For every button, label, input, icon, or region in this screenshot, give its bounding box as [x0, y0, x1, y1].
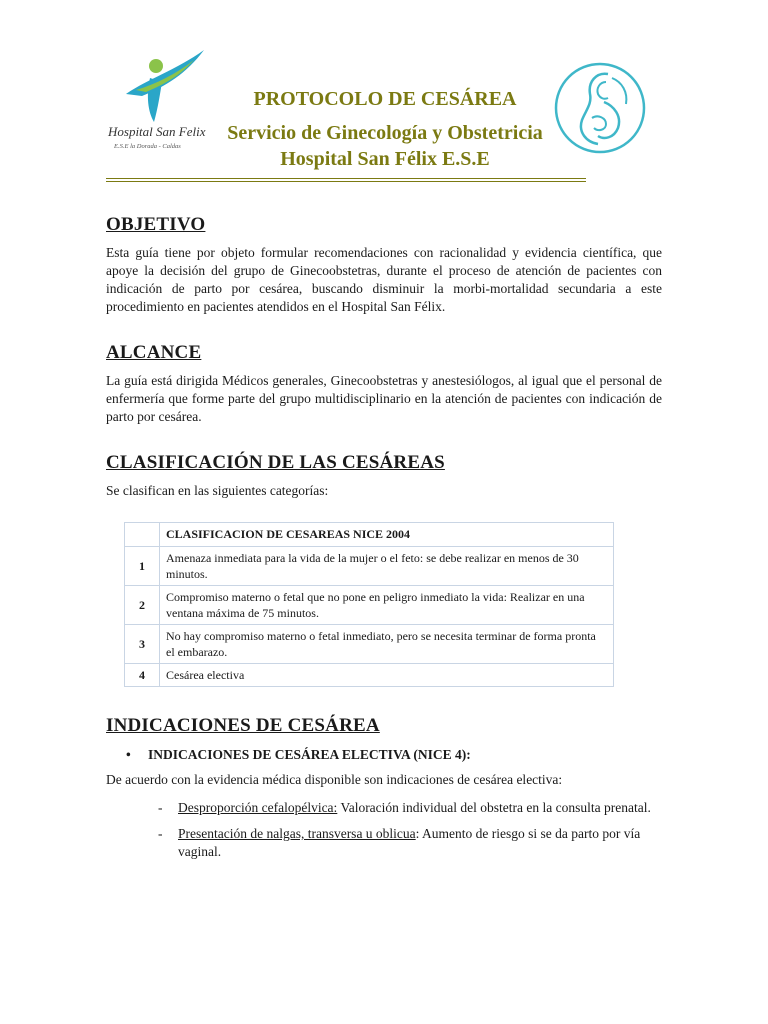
list-item [158, 825, 662, 861]
alcance-text: La guía está dirigida Médicos generales, Ginecoobstetras y anestesiólogos, al igual que el personal de enfermería que forme parte del grupo multidisciplinario en la atención de pacientes con indicación de parto por cesárea. [106, 373, 662, 424]
section-indicaciones [106, 715, 662, 861]
row-number: 4 [125, 664, 160, 687]
list-item-term: Desproporción cefalopélvica: [178, 800, 338, 815]
list-item [158, 799, 662, 817]
heading-objetivo: OBJETIVO [106, 214, 206, 235]
logo-subtext: E.S.E la Dorada - Caldas [114, 143, 181, 150]
document-subtitle-service: Servicio de Ginecología y Obstetricia [227, 122, 543, 144]
heading-clasificacion: CLASIFICACIÓN DE LAS CESÁREAS [106, 452, 445, 473]
clasificacion-intro: Se clasifican en las siguientes categorías: [106, 483, 329, 498]
indicaciones-intro: De acuerdo con la evidencia médica disponible son indicaciones de cesárea electiva: [106, 772, 563, 787]
objetivo-text: Esta guía tiene por objeto formular recomendaciones con racionalidad y evidencia científica, que apoye la decisión del grupo de Ginecoobstetras, durante el proceso de atención de pacientes con indicación de parto por cesárea, buscando disminuir la morbi-mortalidad secundaria a este procedimiento en pacientes atendidos en el Hospital San Félix. [106, 245, 662, 314]
logo-text: Hospital San Felix [108, 124, 206, 139]
section-clasificacion [106, 452, 662, 687]
row-description: No hay compromiso materno o fetal inmediato, pero se necesita terminar de forma pronta el embarazo. [160, 625, 614, 664]
indicaciones-list [106, 799, 662, 861]
document-subtitle-hospital: Hospital San Félix E.S.E [280, 148, 490, 170]
dash-icon: - [158, 800, 163, 815]
table-header-empty [125, 523, 160, 547]
document-body [106, 214, 662, 869]
section-alcance [106, 342, 662, 426]
section-objetivo [106, 214, 662, 316]
row-number: 1 [125, 547, 160, 586]
maternity-logo-icon [552, 60, 648, 156]
row-description: Amenaza inmediata para la vida de la mujer o el feto: se debe realizar en menos de 30 minutos. [160, 547, 614, 586]
table-header-row [125, 523, 614, 547]
list-item-desc: Valoración individual del obstetra en la consulta prenatal. [337, 800, 651, 815]
table-row [125, 664, 614, 687]
list-item-desc: : Aumento de riesgo si se da parto por vía vaginal. [178, 826, 641, 859]
row-description: Cesárea electiva [160, 664, 614, 687]
table-row [125, 586, 614, 625]
heading-alcance: ALCANCE [106, 342, 202, 363]
document-header [0, 0, 768, 200]
bullet-icon: • [126, 747, 131, 762]
header-divider [106, 178, 586, 182]
bullet-text: INDICACIONES DE CESÁREA ELECTIVA (NICE 4): [148, 747, 471, 762]
list-item-term: Presentación de nalgas, transversa u oblicua [178, 826, 416, 841]
row-description: Compromiso materno o fetal que no pone en peligro inmediato la vida: Realizar en una ventana máxima de 75 minutos. [160, 586, 614, 625]
row-number: 3 [125, 625, 160, 664]
table-row [125, 547, 614, 586]
table-row [125, 625, 614, 664]
row-number: 2 [125, 586, 160, 625]
document-title: PROTOCOLO DE CESÁREA [253, 88, 517, 110]
heading-indicaciones: INDICACIONES DE CESÁREA [106, 715, 380, 736]
table-header-title: CLASIFICACION DE CESAREAS NICE 2004 [160, 523, 614, 547]
classification-table [124, 522, 614, 687]
bullet-item [126, 747, 662, 763]
dash-icon: - [158, 826, 163, 841]
